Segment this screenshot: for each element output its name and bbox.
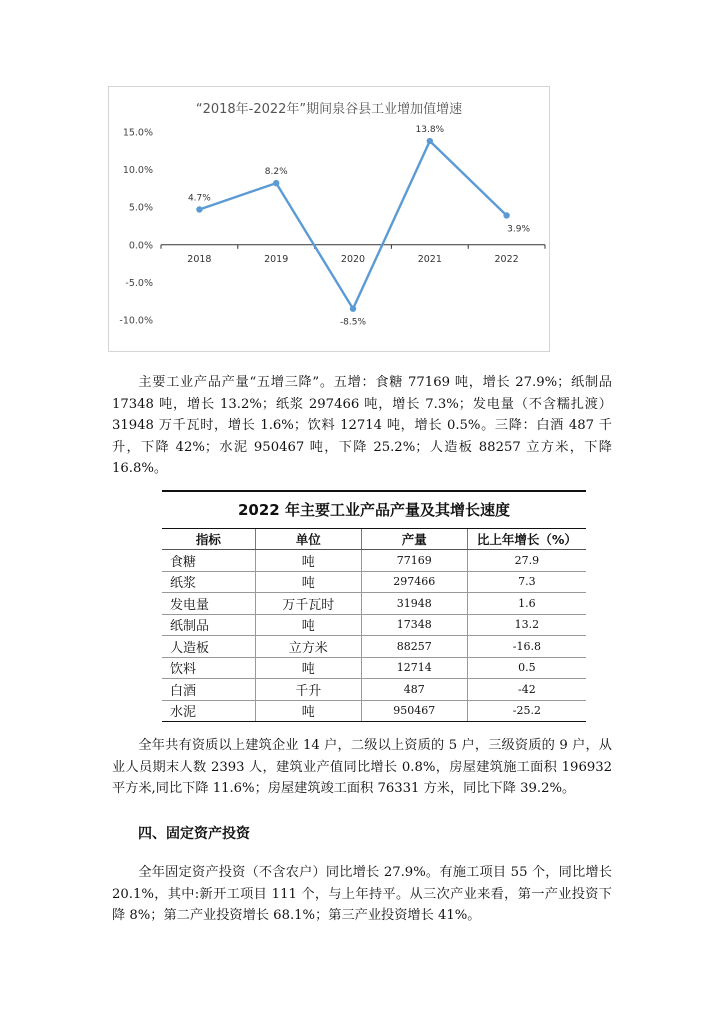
header-indicator: 指标 [162,529,255,550]
row-unit: 千升 [255,679,361,701]
row-unit: 吨 [255,614,361,636]
chart-title: “2018年-2022年”期间泉谷县工业增加值增速 [195,102,463,117]
data-point [350,306,356,312]
row-growth: 0.5 [467,657,586,679]
row-unit: 吨 [255,550,361,572]
investment-paragraph: 全年固定资产投资（不含农户）同比增长 27.9%。有施工项目 55 个，同比增长 20.1%，其中:新开工项目 111 个，与上年持平。从三次产业来看，第一产业投资下降 8%；第二产业投资增长 68.1%；第三产业投资增长 41%。 [112,865,612,923]
data-label: -8.5% [339,317,367,328]
x-tick-label: 2018 [187,253,212,265]
row-growth: -25.2 [467,700,586,722]
row-indicator: 白酒 [162,679,255,701]
row-indicator: 水泥 [162,700,255,722]
table-row [162,593,586,615]
header-unit: 单位 [255,529,361,550]
products-table [162,490,586,722]
row-output: 297466 [361,571,467,593]
row-output: 487 [361,679,467,701]
y-tick-label: 0.0% [128,240,153,252]
row-unit: 万千瓦时 [255,593,361,615]
row-growth: -42 [467,679,586,701]
data-label: 3.9% [507,224,531,235]
table-row [162,550,586,572]
table-row [162,679,586,701]
x-tick-label: 2022 [494,253,519,265]
table-header-row [162,529,586,550]
data-label: 4.7% [187,193,211,204]
row-output: 17348 [361,614,467,636]
y-tick-label: 10.0% [122,165,153,177]
y-tick-label: 15.0% [122,127,153,139]
header-output: 产量 [361,529,467,550]
data-label: 8.2% [264,167,288,178]
row-indicator: 人造板 [162,636,255,658]
row-indicator: 纸制品 [162,614,255,636]
data-point [427,138,433,144]
data-point [503,212,509,218]
row-output: 31948 [361,593,467,615]
y-tick-label: 5.0% [128,202,153,214]
series-line [199,141,506,309]
x-tick-label: 2021 [417,253,442,265]
row-indicator: 纸浆 [162,571,255,593]
x-tick-label: 2020 [340,253,366,265]
y-tick-label: -5.0% [125,277,153,289]
x-tick-label: 2019 [264,253,289,265]
row-growth: 27.9 [467,550,586,572]
row-indicator: 食糖 [162,550,255,572]
row-indicator: 发电量 [162,593,255,615]
row-output: 12714 [361,657,467,679]
row-indicator: 饮料 [162,657,255,679]
table-row [162,614,586,636]
row-unit: 吨 [255,571,361,593]
y-tick-label: -10.0% [119,315,153,327]
table-row [162,571,586,593]
row-output: 950467 [361,700,467,722]
chart-svg [109,87,549,351]
products-table-grid [162,528,586,722]
table-row [162,657,586,679]
products-paragraph: 主要工业产品产量“五增三降”。五增：食糖 77169 吨，增长 27.9%；纸制品 17348 吨，增长 13.2%；纸浆 297466 吨，增长 7.3%；发电量（不含糯扎渡）31948 万千瓦时，增长 1.6%；饮料 12714 吨，增长 0.5%。三降：白酒 487 千升，下降 42%；水泥 950467 吨，下降 25.2%；人造板 88257 立方米，下降 16.8%。 [112,375,612,476]
row-growth: -16.8 [467,636,586,658]
row-growth: 7.3 [467,571,586,593]
row-unit: 立方米 [255,636,361,658]
table-row [162,700,586,722]
growth-line-chart [108,86,550,352]
header-growth: 比上年增长（%） [467,529,586,550]
row-unit: 吨 [255,657,361,679]
row-unit: 吨 [255,700,361,722]
data-point [273,180,279,186]
table-title: 2022 年主要工业产品产量及其增长速度 [162,490,586,528]
data-label: 13.8% [415,125,445,136]
data-point [196,206,202,212]
row-growth: 1.6 [467,593,586,615]
row-growth: 13.2 [467,614,586,636]
construction-paragraph: 全年共有资质以上建筑企业 14 户，二级以上资质的 5 户，三级资质的 9 户，从业人员期末人数 2393 人，建筑业产值同比增长 0.8%，房屋建筑施工面积 196932 平方米,同比下降 11.6%；房屋建筑竣工面积 76331 方米，同比下降 39.2%。 [112,738,612,796]
table-row [162,636,586,658]
section-heading: 四、固定资产投资 [138,826,250,842]
row-output: 88257 [361,636,467,658]
row-output: 77169 [361,550,467,572]
